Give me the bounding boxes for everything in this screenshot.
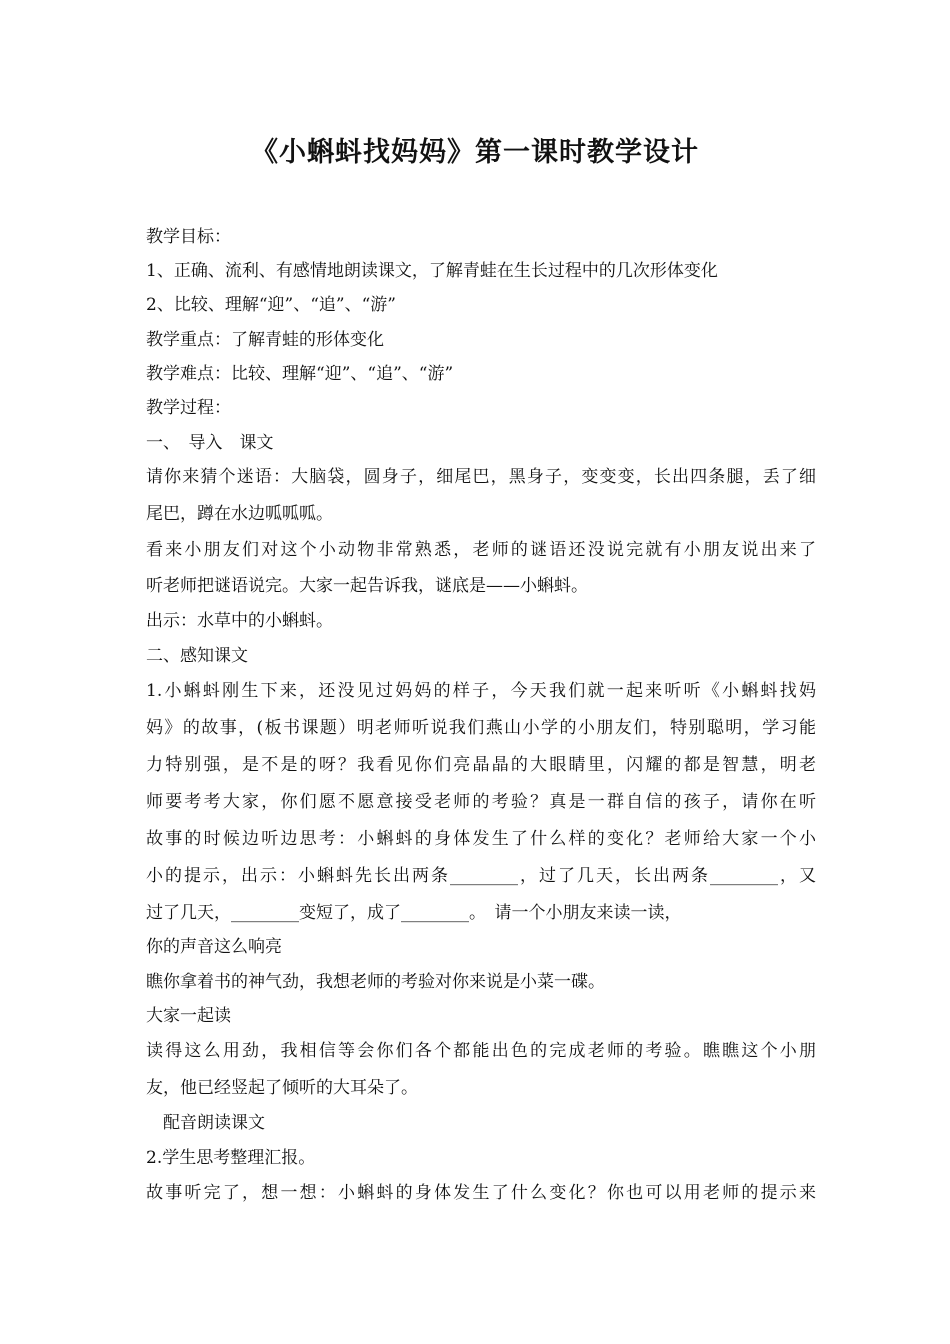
heading-process: 教学过程：	[146, 398, 231, 418]
paragraph-line: 故事的时候边听边思考：小蝌蚪的身体发生了什么样的变化？老师给大家一个小	[146, 829, 816, 849]
paragraph-line: 师要考考大家，你们愿不愿意接受老师的考验？真是一群自信的孩子，请你在听	[146, 792, 816, 812]
paragraph-line: 妈》的故事，(板书课题）明老师听说我们燕山小学的小朋友们，特别聪明，学习能	[146, 718, 816, 738]
paragraph-line: 大家一起读	[146, 1006, 231, 1026]
paragraph-line: 小的提示，出示：小蝌蚪先长出两条________，过了几天，长出两条________，又	[146, 866, 816, 886]
paragraph-line: 尾巴，蹲在水边呱呱呱。	[146, 504, 333, 524]
objective-2: 2、比较、理解“迎”、“追”、“游”	[146, 295, 396, 315]
section-2-heading: 二、感知课文	[146, 646, 248, 666]
difficult-point: 教学难点：比较、理解“迎”、“追”、“游”	[146, 364, 454, 384]
paragraph-line: 2.学生思考整理汇报。	[146, 1148, 316, 1168]
paragraph-line: 1.小蝌蚪刚生下来，还没见过妈妈的样子，今天我们就一起来听听《小蝌蚪找妈	[146, 681, 816, 701]
paragraph-line: 出示：水草中的小蝌蚪。	[146, 611, 333, 631]
objective-1: 1、正确、流利、有感情地朗读课文，了解青蛙在生长过程中的几次形体变化	[146, 261, 718, 281]
paragraph-line: 故事听完了，想一想：小蝌蚪的身体发生了什么变化？你也可以用老师的提示来	[146, 1183, 816, 1203]
paragraph-line: 听老师把谜语说完。大家一起告诉我，谜底是——小蝌蚪。	[146, 576, 588, 596]
section-1-heading: 一、 导入 课文	[146, 433, 274, 453]
paragraph-line: 力特别强，是不是的呀？我看见你们亮晶晶的大眼睛里，闪耀的都是智慧，明老	[146, 755, 816, 775]
paragraph-line: 配音朗读课文	[146, 1113, 265, 1133]
heading-objectives: 教学目标：	[146, 227, 231, 247]
key-point: 教学重点：了解青蛙的形体变化	[146, 330, 384, 350]
paragraph-line: 友，他已经竖起了倾听的大耳朵了。	[146, 1078, 418, 1098]
paragraph-line: 瞧你拿着书的神气劲，我想老师的考验对你来说是小菜一碟。	[146, 972, 605, 992]
paragraph-line: 你的声音这么响亮	[146, 937, 282, 957]
paragraph-line: 过了几天，________变短了，成了________。 请一个小朋友来读一读，	[146, 903, 682, 923]
paragraph-line: 读得这么用劲，我相信等会你们各个都能出色的完成老师的考验。瞧瞧这个小朋	[146, 1041, 816, 1061]
paragraph-line: 看来小朋友们对这个小动物非常熟悉，老师的谜语还没说完就有小朋友说出来了	[146, 540, 816, 560]
document-title: 《小蝌蚪找妈妈》第一课时教学设计	[251, 137, 699, 168]
paragraph-line: 请你来猜个迷语：大脑袋，圆身子，细尾巴，黑身子，变变变，长出四条腿，丢了细	[146, 467, 816, 487]
